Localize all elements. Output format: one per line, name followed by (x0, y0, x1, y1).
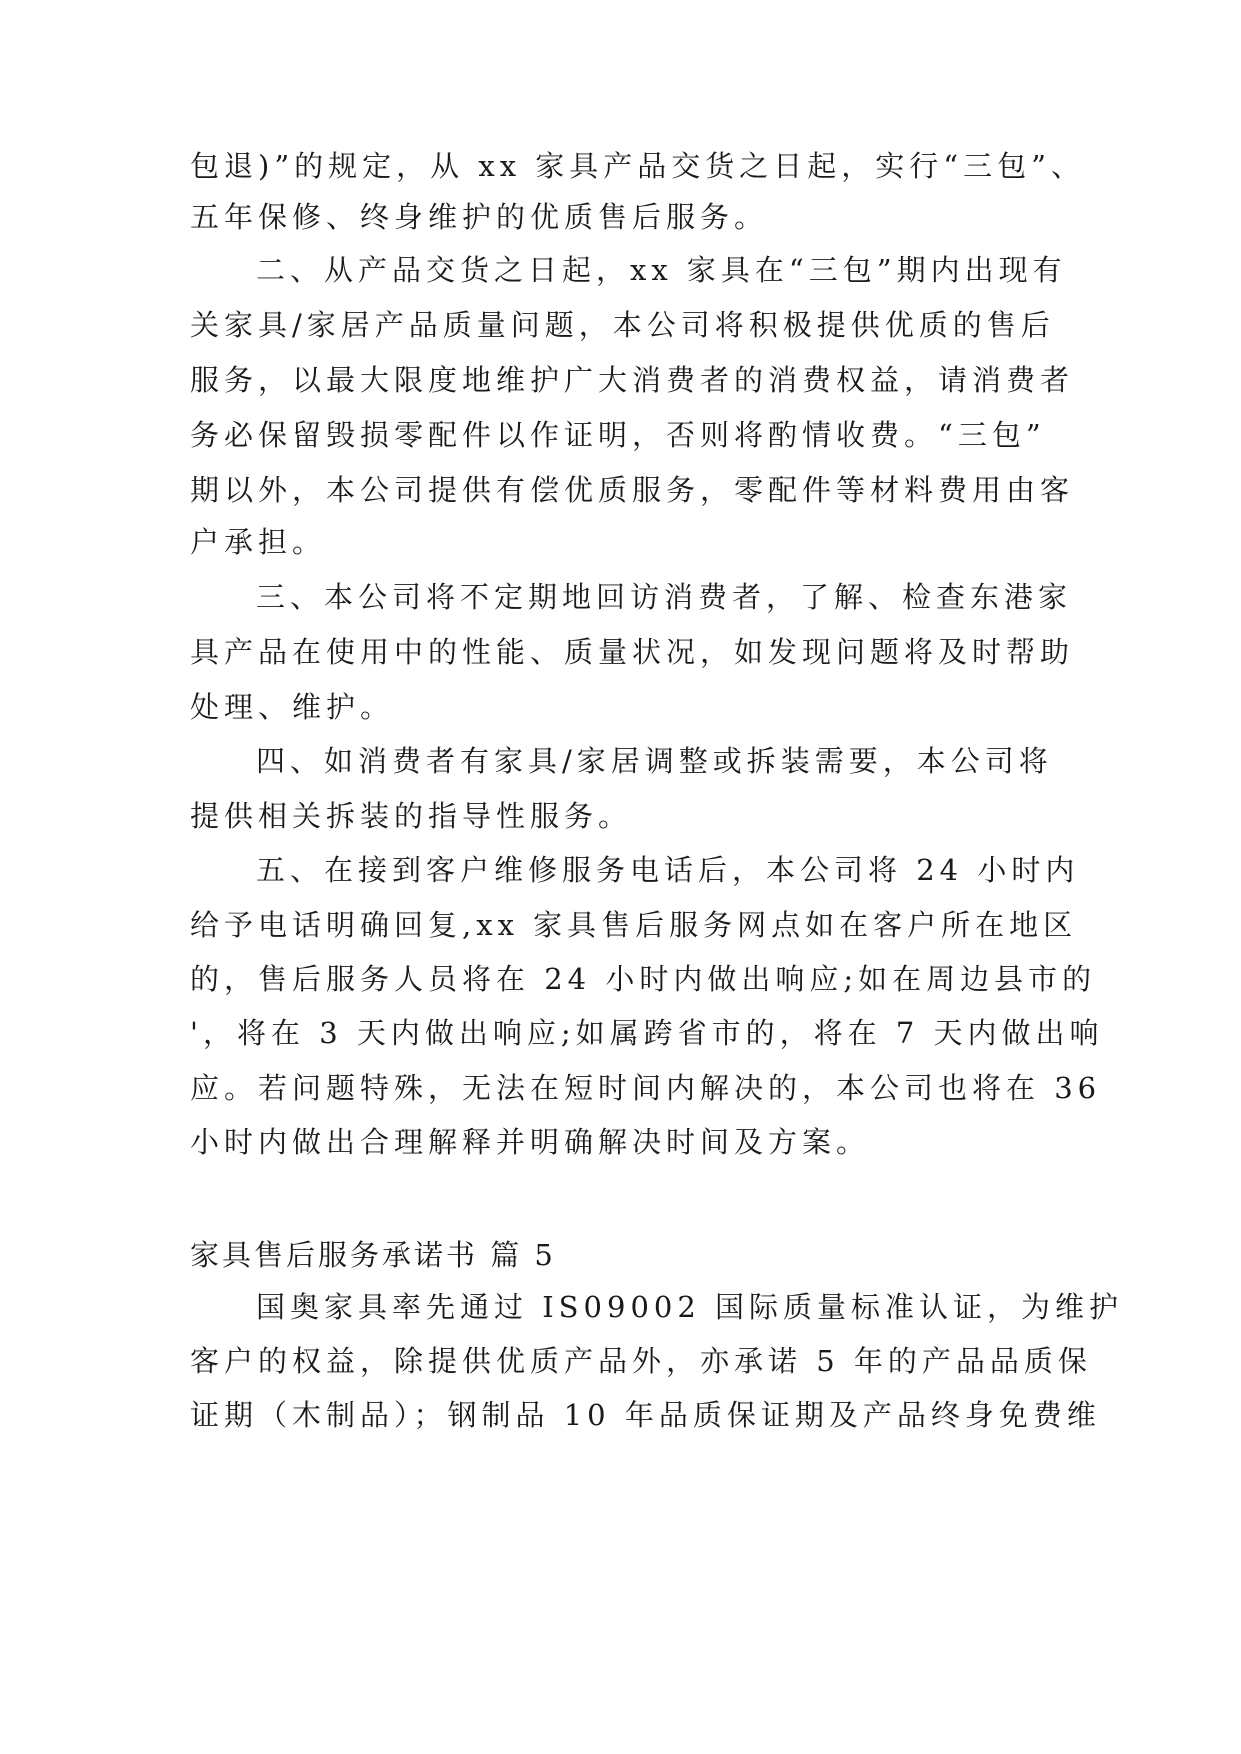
paragraph-line: 给予电话明确回复,xx 家具售后服务网点如在客户所在地区 (190, 908, 1078, 942)
paragraph-line: 客户的权益，除提供优质产品外，亦承诺 5 年的产品品质保 (190, 1344, 1092, 1378)
paragraph-line: 国奥家具率先通过 IS09002 国际质量标准认证，为维护 (256, 1290, 1124, 1324)
paragraph-line: 二、从产品交货之日起，xx 家具在“三包”期内出现有 (256, 253, 1067, 287)
paragraph-line: 服务，以最大限度地维护广大消费者的消费权益，请消费者 (190, 363, 1075, 397)
paragraph-line: 四、如消费者有家具/家居调整或拆装需要，本公司将 (256, 744, 1053, 778)
paragraph-line: 五年保修、终身维护的优质售后服务。 (190, 200, 769, 234)
paragraph-line: '，将在 3 天内做出响应;如属跨省市的，将在 7 天内做出响 (190, 1016, 1104, 1050)
paragraph-line: 五、在接到客户维修服务电话后，本公司将 24 小时内 (256, 853, 1080, 887)
paragraph-line: 户承担。 (190, 525, 327, 559)
section-heading: 家具售后服务承诺书 篇 5 (190, 1238, 556, 1272)
paragraph-line: 务必保留毁损零配件以作证明，否则将酌情收费。“三包” (190, 418, 1046, 452)
paragraph-line: 关家具/家居产品质量问题，本公司将积极提供优质的售后 (190, 308, 1055, 342)
paragraph-line: 提供相关拆装的指导性服务。 (190, 799, 633, 833)
paragraph-line: 小时内做出合理解释并明确解决时间及方案。 (190, 1125, 871, 1159)
paragraph-line: 处理、维护。 (190, 690, 395, 724)
paragraph-line: 期以外，本公司提供有偿优质服务，零配件等材料费用由客 (190, 473, 1075, 507)
paragraph-line: 具产品在使用中的性能、质量状况，如发现问题将及时帮助 (190, 635, 1075, 669)
paragraph-line: 证期（木制品）；钢制品 10 年品质保证期及产品终身免费维 (190, 1398, 1101, 1432)
paragraph-line: 的，售后服务人员将在 24 小时内做出响应;如在周边县市的 (190, 962, 1097, 996)
paragraph-line: 包退)”的规定，从 xx 家具产品交货之日起，实行“三包”、 (190, 149, 1085, 183)
paragraph-line: 应。若问题特殊，无法在短时间内解决的，本公司也将在 36 (190, 1071, 1102, 1105)
paragraph-line: 三、本公司将不定期地回访消费者，了解、检查东港家 (256, 580, 1073, 614)
